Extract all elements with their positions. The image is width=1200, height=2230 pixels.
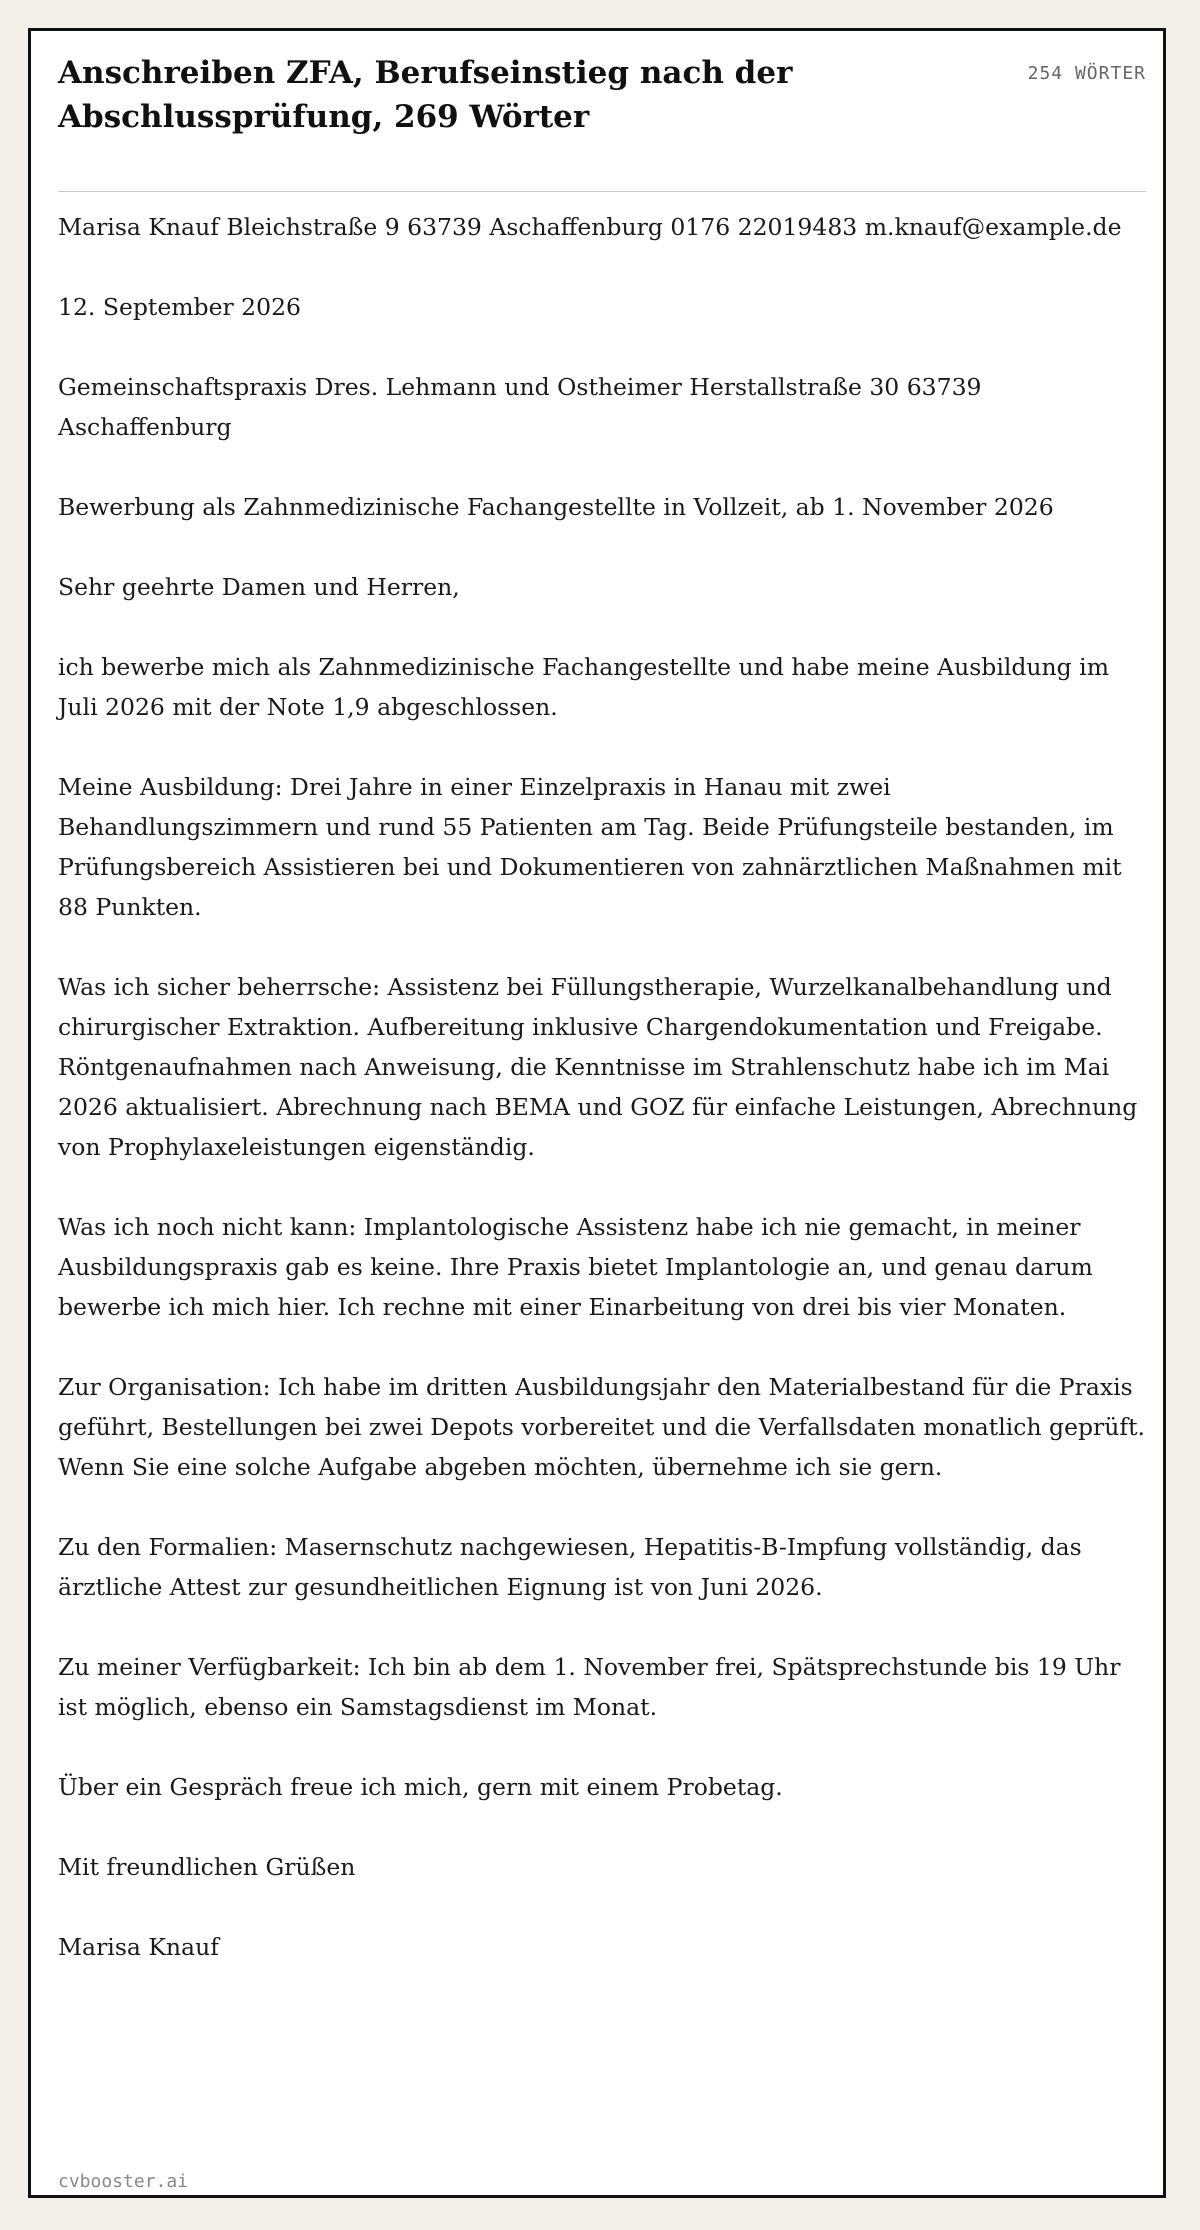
letter-date: 12. September 2026 [58, 293, 301, 321]
paragraph-availability: Zu meiner Verfügbarkeit: Ich bin ab dem 1. November frei, Spätsprechstunde bis 19 Uhr ist möglich, ebenso ein Samstagsdienst im Monat. [58, 1653, 1121, 1721]
word-count-badge: 254 WÖRTER [1027, 63, 1146, 84]
paragraph-formalities: Zu den Formalien: Masernschutz nachgewiesen, Hepatitis-B-Impfung vollständig, das ärztliche Attest zur gesundheitlichen Eignung ist von Juni 2026. [58, 1533, 1082, 1601]
paragraph-skills: Was ich sicher beherrsche: Assistenz bei Füllungstherapie, Wurzelkanalbehandlung und chirurgischer Extraktion. Aufbereitung inklusive Chargendokumentation und Freigabe. Röntgenaufnahmen nach Anweisung, die Kenntnisse im Strahlenschutz habe ich im Mai 2026 aktualisiert. Abrechnung nach BEMA und GOZ für einfache Leistungen, Abrechnung von Prophylaxeleistungen eigenständig. [58, 973, 1138, 1161]
sender-address: Marisa Knauf Bleichstraße 9 63739 Aschaffenburg 0176 22019483 m.knauf@example.de [58, 213, 1122, 241]
signature: Marisa Knauf [58, 1933, 219, 1961]
paragraph-intro: ich bewerbe mich als Zahnmedizinische Fachangestellte und habe meine Ausbildung im Juli 2026 mit der Note 1,9 abgeschlossen. [58, 653, 1109, 721]
document-title: Anschreiben ZFA, Berufseinstieg nach der Abschlussprüfung, 269 Wörter [58, 55, 793, 135]
recipient-address: Gemeinschaftspraxis Dres. Lehmann und Ostheimer Herstallstraße 30 63739 Aschaffenburg [58, 373, 982, 441]
letter-card [28, 28, 1166, 2198]
document-header [58, 51, 1146, 192]
closing: Mit freundlichen Grüßen [58, 1853, 356, 1881]
letter-body [58, 207, 1146, 2007]
paragraph-organisation: Zur Organisation: Ich habe im dritten Ausbildungsjahr den Materialbestand für die Praxis geführt, Bestellungen bei zwei Depots vorbereitet und die Verfallsdaten monatlich geprüft. Wenn Sie eine solche Aufgabe abgeben möchten, übernehme ich sie gern. [58, 1373, 1146, 1481]
paragraph-training: Meine Ausbildung: Drei Jahre in einer Einzelpraxis in Hanau mit zwei Behandlungszimmern und rund 55 Patienten am Tag. Beide Prüfungsteile bestanden, im Prüfungsbereich Assistieren bei und Dokumentieren von zahnärztlichen Maßnahmen mit 88 Punkten. [58, 773, 1122, 921]
footer-brand: cvbooster.ai [58, 2171, 189, 2192]
letter-subject: Bewerbung als Zahnmedizinische Fachangestellte in Vollzeit, ab 1. November 2026 [58, 493, 1054, 521]
paragraph-gaps: Was ich noch nicht kann: Implantologische Assistenz habe ich nie gemacht, in meiner Ausbildungspraxis gab es keine. Ihre Praxis bietet Implantologie an, und genau darum bewerbe ich mich hier. Ich rechne mit einer Einarbeitung von drei bis vier Monaten. [58, 1213, 1093, 1321]
paragraph-interview: Über ein Gespräch freue ich mich, gern mit einem Probetag. [58, 1773, 783, 1801]
salutation: Sehr geehrte Damen und Herren, [58, 573, 460, 601]
